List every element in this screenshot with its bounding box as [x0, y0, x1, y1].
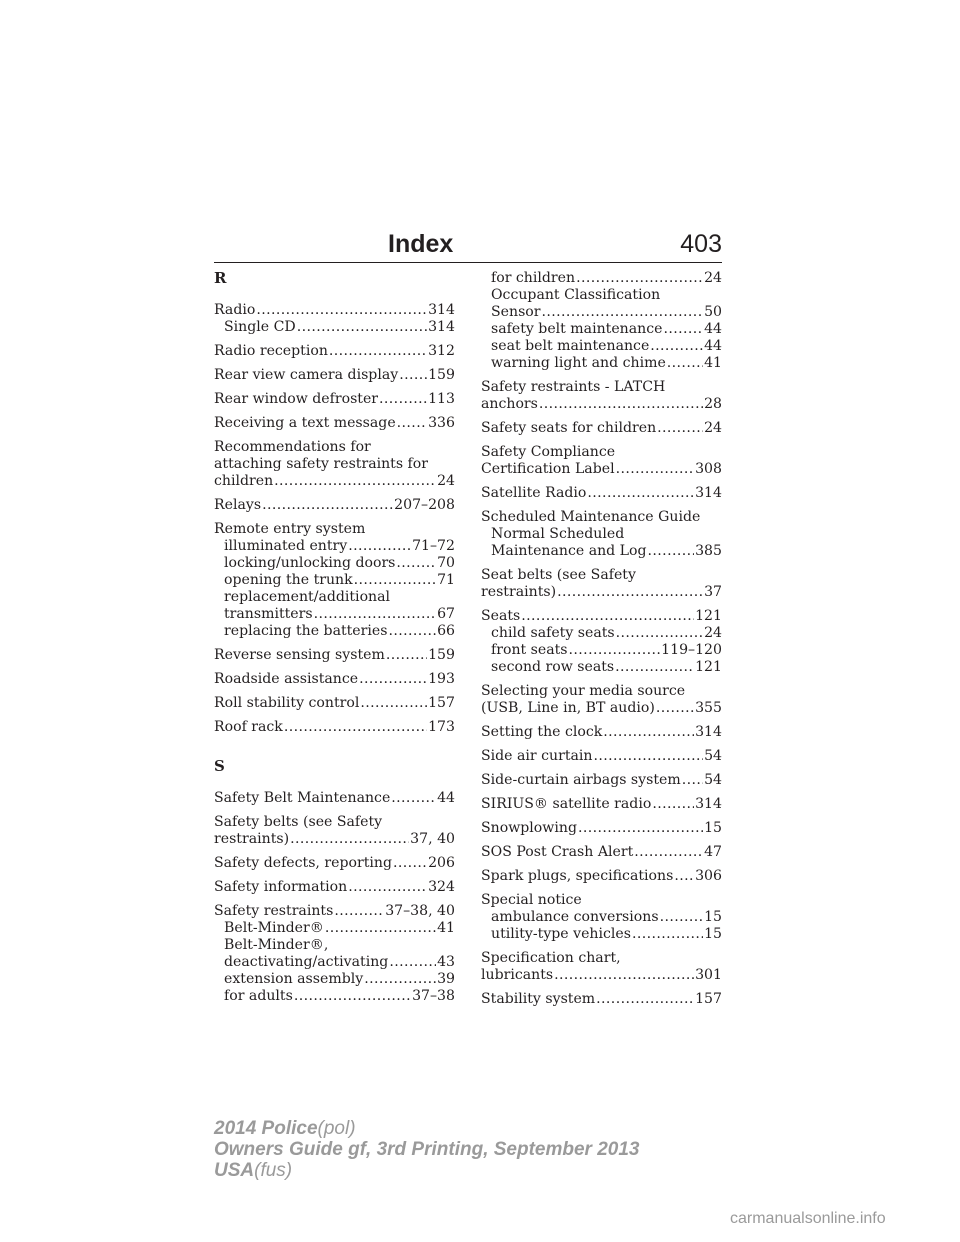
index-letter-heading: S	[214, 757, 225, 775]
dot-leader	[587, 485, 694, 502]
index-entry	[214, 439, 455, 490]
dot-leader	[388, 623, 436, 640]
index-subentry-line	[214, 555, 455, 572]
index-subentry-line	[481, 304, 722, 321]
dot-leader	[682, 772, 703, 789]
page-reference: 207–208	[394, 497, 455, 513]
page-reference: 44	[704, 338, 722, 354]
dot-leader	[397, 415, 427, 432]
dot-leader	[329, 343, 427, 360]
page-header	[214, 228, 722, 263]
index-letter-heading: R	[214, 269, 227, 287]
index-entry	[481, 444, 722, 478]
page-reference: 301	[695, 967, 722, 983]
index-entry-line	[481, 444, 722, 461]
dot-leader	[557, 584, 703, 601]
entry-text: Scheduled Maintenance Guide	[481, 509, 701, 525]
index-entry	[481, 950, 722, 984]
dot-leader	[334, 903, 384, 920]
index-entry	[214, 367, 455, 384]
page-reference: 15	[704, 820, 722, 836]
page-reference: 71–72	[412, 538, 455, 554]
dot-leader	[578, 820, 703, 837]
dot-leader	[539, 396, 703, 413]
page-reference: 67	[437, 606, 455, 622]
index-entry-line	[481, 820, 722, 837]
dot-leader	[634, 844, 703, 861]
dot-leader	[393, 855, 427, 872]
dot-leader	[594, 748, 704, 765]
index-entry-line	[214, 439, 455, 456]
entry-text: Radio reception	[214, 343, 328, 359]
page-reference: 24	[704, 270, 722, 286]
dot-leader	[596, 991, 694, 1008]
entry-text: for children	[491, 270, 576, 286]
entry-text: second row seats	[491, 659, 615, 675]
index-entry-line	[481, 796, 722, 813]
index-entry	[214, 415, 455, 432]
index-entry	[481, 796, 722, 813]
entry-text: Roll stability control	[214, 695, 360, 711]
entry-text: Stability system	[481, 991, 596, 1007]
page-reference: 159	[428, 367, 455, 383]
index-entry-line	[214, 831, 455, 848]
index-entry-line	[214, 521, 455, 538]
entry-text: safety belt maintenance	[491, 321, 663, 337]
index-entry-line	[214, 415, 455, 432]
entry-text: Recommendations for	[214, 439, 371, 455]
entry-text: Belt-Minder®,	[224, 937, 329, 953]
index-entry	[481, 844, 722, 861]
index-entry	[214, 521, 455, 640]
index-entry-line	[214, 790, 455, 807]
index-entry	[214, 879, 455, 896]
index-entry-line	[481, 485, 722, 502]
entry-text: child safety seats	[491, 625, 615, 641]
entry-text: lubricants	[481, 967, 554, 983]
index-subentry-line	[481, 625, 722, 642]
page-reference: 37–38, 40	[385, 903, 455, 919]
entry-text: Belt-Minder®	[224, 920, 324, 936]
index-subentry-line	[214, 954, 455, 971]
index-entry	[481, 608, 722, 676]
dot-leader	[603, 724, 694, 741]
entry-text: extension assembly	[224, 971, 364, 987]
dot-leader	[650, 338, 703, 355]
page-reference: 37	[704, 584, 722, 600]
index-subentry-line	[481, 270, 722, 287]
page-number: 403	[680, 230, 722, 258]
entry-text: Setting the clock	[481, 724, 603, 740]
entry-text: Radio	[214, 302, 256, 318]
footer-model-code: (pol)	[317, 1118, 356, 1139]
dot-leader	[648, 543, 695, 560]
entry-text: Rear view camera display	[214, 367, 399, 383]
entry-text: attaching safety restraints for	[214, 456, 429, 472]
index-entry	[214, 903, 455, 1005]
entry-text: Maintenance and Log	[491, 543, 647, 559]
entry-text: locking/unlocking doors	[224, 555, 396, 571]
index-entry-line	[214, 814, 455, 831]
index-subentry-line	[214, 988, 455, 1005]
dot-leader	[667, 355, 703, 372]
entry-text: Safety restraints - LATCH	[481, 379, 666, 395]
entry-text: restraints)	[214, 831, 290, 847]
index-entry-line	[481, 379, 722, 396]
entry-text: Safety Belt Maintenance	[214, 790, 391, 806]
dot-leader	[657, 420, 703, 437]
entry-text: Certification Label	[481, 461, 615, 477]
dot-leader	[294, 988, 411, 1005]
index-entry-line	[481, 584, 722, 601]
page-reference: 314	[695, 796, 722, 812]
index-entry	[481, 683, 722, 717]
index-subentry-line	[481, 909, 722, 926]
entry-text: Selecting your media source	[481, 683, 686, 699]
index-subentry-line	[214, 971, 455, 988]
index-subentry-line	[481, 338, 722, 355]
index-entry	[214, 343, 455, 360]
page-reference: 306	[695, 868, 722, 884]
index-entry	[214, 647, 455, 664]
entry-text: front seats	[491, 642, 568, 658]
index-subentry-line	[214, 572, 455, 589]
index-entry-line	[481, 748, 722, 765]
entry-text: seat belt maintenance	[491, 338, 650, 354]
entry-text: deactivating/activating	[224, 954, 389, 970]
index-entry	[214, 814, 455, 848]
page-reference: 336	[428, 415, 455, 431]
index-subentry-line	[214, 920, 455, 937]
entry-text: Specification chart,	[481, 950, 621, 966]
index-entry	[481, 868, 722, 885]
index-entry-line	[214, 879, 455, 896]
page-reference: 44	[704, 321, 722, 337]
dot-leader	[615, 659, 694, 676]
entry-text: anchors	[481, 396, 538, 412]
dot-leader	[652, 796, 694, 813]
index-subentry-line	[481, 321, 722, 338]
entry-text: Satellite Radio	[481, 485, 587, 501]
dot-leader	[663, 321, 703, 338]
index-entry-line	[481, 950, 722, 967]
index-entry-line	[481, 509, 722, 526]
entry-text: Sensor	[491, 304, 541, 320]
dot-leader	[396, 555, 436, 572]
index-entry-line	[481, 772, 722, 789]
index-entry	[214, 302, 455, 336]
entry-text: for adults	[224, 988, 293, 1004]
dot-leader	[554, 967, 694, 984]
entry-text: SOS Post Crash Alert	[481, 844, 634, 860]
index-entry	[481, 509, 722, 560]
entry-text: illuminated entry	[224, 538, 348, 554]
page-reference: 66	[437, 623, 455, 639]
dot-leader	[576, 270, 703, 287]
document-footer	[214, 1118, 640, 1181]
dot-leader	[542, 304, 704, 321]
index-subentry-line	[214, 623, 455, 640]
page-reference: 44	[437, 790, 455, 806]
index-entry	[214, 671, 455, 688]
entry-text: Remote entry system	[214, 521, 366, 537]
page-reference: 70	[437, 555, 455, 571]
entry-text: opening the trunk	[224, 572, 353, 588]
index-subentry-line	[214, 319, 455, 336]
entry-text: SIRIUS® satellite radio	[481, 796, 652, 812]
page-reference: 41	[437, 920, 455, 936]
dot-leader	[364, 971, 436, 988]
index-entry-line	[214, 903, 455, 920]
entry-text: Receiving a text message	[214, 415, 396, 431]
page-reference: 24	[437, 473, 455, 489]
page-reference: 41	[704, 355, 722, 371]
entry-text: Safety Compliance	[481, 444, 616, 460]
index-entry	[214, 695, 455, 712]
index-entry	[214, 790, 455, 807]
dot-leader	[297, 319, 427, 336]
index-entry-line	[481, 967, 722, 984]
dot-leader	[660, 909, 703, 926]
page-reference: 308	[695, 461, 722, 477]
index-entry	[481, 567, 722, 601]
dot-leader	[354, 572, 436, 589]
index-entry-line	[214, 671, 455, 688]
entry-text: Roof rack	[214, 719, 283, 735]
page-reference: 43	[437, 954, 455, 970]
entry-text: utility-type vehicles	[491, 926, 631, 942]
index-entry	[481, 270, 722, 372]
entry-text: Seats	[481, 608, 521, 624]
page-reference: 15	[704, 926, 722, 942]
entry-text: Safety defects, reporting	[214, 855, 392, 871]
footer-guide-edition: Owners Guide gf, 3rd Printing, September 2013	[214, 1139, 640, 1160]
page-reference: 385	[695, 543, 722, 559]
index-subentry-line	[481, 659, 722, 676]
page-reference: 193	[428, 671, 455, 687]
entry-text: replacing the batteries	[224, 623, 388, 639]
index-entry-line	[481, 567, 722, 584]
entry-text: Safety restraints	[214, 903, 334, 919]
index-entry-line	[481, 991, 722, 1008]
entry-text: Normal Scheduled	[491, 526, 625, 542]
index-entry-line	[481, 844, 722, 861]
index-entry	[214, 719, 455, 736]
entry-text: Special notice	[481, 892, 582, 908]
entry-text: children	[214, 473, 274, 489]
dot-leader	[284, 719, 427, 736]
footer-market: USA	[214, 1160, 255, 1181]
index-subentry-line	[481, 355, 722, 372]
page-reference: 314	[428, 319, 455, 335]
index-entry	[481, 820, 722, 837]
dot-leader	[656, 700, 694, 717]
entry-text: (USB, Line in, BT audio)	[481, 700, 655, 716]
index-subentry-line	[481, 287, 722, 304]
index-entry	[481, 724, 722, 741]
entry-text: replacement/additional	[224, 589, 391, 605]
index-entry	[481, 748, 722, 765]
index-subentry-line	[481, 543, 722, 560]
index-entry-line	[214, 473, 455, 490]
index-entry	[214, 497, 455, 514]
index-entry-line	[481, 461, 722, 478]
index-subentry-line	[481, 926, 722, 943]
dot-leader	[348, 879, 427, 896]
dot-leader	[359, 671, 427, 688]
index-entry-line	[481, 396, 722, 413]
entry-text: Single CD	[224, 319, 296, 335]
page-reference: 50	[704, 304, 722, 320]
index-entry-line	[214, 497, 455, 514]
index-entry-line	[481, 683, 722, 700]
page-reference: 159	[428, 647, 455, 663]
page-reference: 314	[428, 302, 455, 318]
index-entry	[214, 855, 455, 872]
entry-text: Safety information	[214, 879, 348, 895]
dot-leader	[399, 367, 427, 384]
dot-leader	[521, 608, 694, 625]
index-entry-line	[214, 456, 455, 473]
dot-leader	[674, 868, 694, 885]
index-entry-line	[214, 647, 455, 664]
page-reference: 28	[704, 396, 722, 412]
index-entry-line	[481, 868, 722, 885]
index-entry	[481, 379, 722, 413]
dot-leader	[616, 625, 703, 642]
entry-text: ambulance conversions	[491, 909, 659, 925]
entry-text: Occupant Classification	[491, 287, 661, 303]
page-reference: 355	[695, 700, 722, 716]
index-subentry-line	[481, 526, 722, 543]
index-entry	[481, 991, 722, 1008]
page-reference: 54	[704, 772, 722, 788]
page-reference: 119–120	[661, 642, 722, 658]
page-reference: 15	[704, 909, 722, 925]
dot-leader	[391, 790, 436, 807]
index-entry-line	[214, 695, 455, 712]
page-reference: 312	[428, 343, 455, 359]
page-reference: 47	[704, 844, 722, 860]
dot-leader	[379, 391, 427, 408]
entry-text: transmitters	[224, 606, 313, 622]
index-subentry-line	[214, 606, 455, 623]
dot-leader	[256, 302, 427, 319]
dot-leader	[262, 497, 393, 514]
entry-text: Side air curtain	[481, 748, 593, 764]
page-title: Index	[388, 230, 454, 258]
page-reference: 206	[428, 855, 455, 871]
page-reference: 157	[695, 991, 722, 1007]
page-reference: 37, 40	[410, 831, 455, 847]
index-entry-line	[481, 724, 722, 741]
index-entry-line	[481, 700, 722, 717]
page-reference: 157	[428, 695, 455, 711]
dot-leader	[389, 954, 436, 971]
page-reference: 54	[704, 748, 722, 764]
entry-text: Roadside assistance	[214, 671, 359, 687]
entry-text: warning light and chime	[491, 355, 666, 371]
index-entry-line	[481, 608, 722, 625]
index-column-left	[214, 270, 455, 1012]
page-reference: 173	[428, 719, 455, 735]
index-entry	[214, 391, 455, 408]
index-entry-line	[481, 420, 722, 437]
dot-leader	[325, 920, 436, 937]
index-entry	[481, 420, 722, 437]
entry-text: Rear window defroster	[214, 391, 379, 407]
entry-text: Snowplowing	[481, 820, 577, 836]
dot-leader	[569, 642, 661, 659]
page-reference: 24	[704, 625, 722, 641]
page-reference: 71	[437, 572, 455, 588]
page-reference: 39	[437, 971, 455, 987]
entry-text: Safety belts (see Safety	[214, 814, 383, 830]
watermark: carmanualsonline.info	[730, 1210, 886, 1227]
dot-leader	[290, 831, 409, 848]
dot-leader	[314, 606, 436, 623]
index-subentry-line	[214, 589, 455, 606]
index-entry	[481, 772, 722, 789]
entry-text: Spark plugs, specifications	[481, 868, 674, 884]
index-entry-line	[214, 343, 455, 360]
footer-model: 2014 Police	[214, 1118, 318, 1139]
page-reference: 314	[695, 724, 722, 740]
index-subentry-line	[481, 642, 722, 659]
index-entry	[481, 892, 722, 943]
page-reference: 314	[695, 485, 722, 501]
entry-text: restraints)	[481, 584, 557, 600]
index-entry-line	[214, 302, 455, 319]
page-reference: 113	[428, 391, 455, 407]
index-column-right	[481, 270, 722, 1015]
page-reference: 121	[695, 608, 722, 624]
dot-leader	[274, 473, 436, 490]
entry-text: Relays	[214, 497, 262, 513]
page-reference: 24	[704, 420, 722, 436]
index-subentry-line	[214, 538, 455, 555]
dot-leader	[360, 695, 427, 712]
page-reference: 121	[695, 659, 722, 675]
entry-text: Seat belts (see Safety	[481, 567, 636, 583]
index-entry-line	[214, 391, 455, 408]
dot-leader	[616, 461, 695, 478]
entry-text: Reverse sensing system	[214, 647, 385, 663]
dot-leader	[632, 926, 703, 943]
page-reference: 37–38	[412, 988, 455, 1004]
index-entry-line	[481, 892, 722, 909]
dot-leader	[386, 647, 427, 664]
entry-text: Side-curtain airbags system	[481, 772, 681, 788]
dot-leader	[348, 538, 411, 555]
index-subentry-line	[214, 937, 455, 954]
index-entry-line	[214, 719, 455, 736]
index-entry	[481, 485, 722, 502]
index-entry-line	[214, 855, 455, 872]
entry-text: Safety seats for children	[481, 420, 657, 436]
page-reference: 324	[428, 879, 455, 895]
index-entry-line	[214, 367, 455, 384]
footer-market-code: (fus)	[254, 1160, 293, 1181]
